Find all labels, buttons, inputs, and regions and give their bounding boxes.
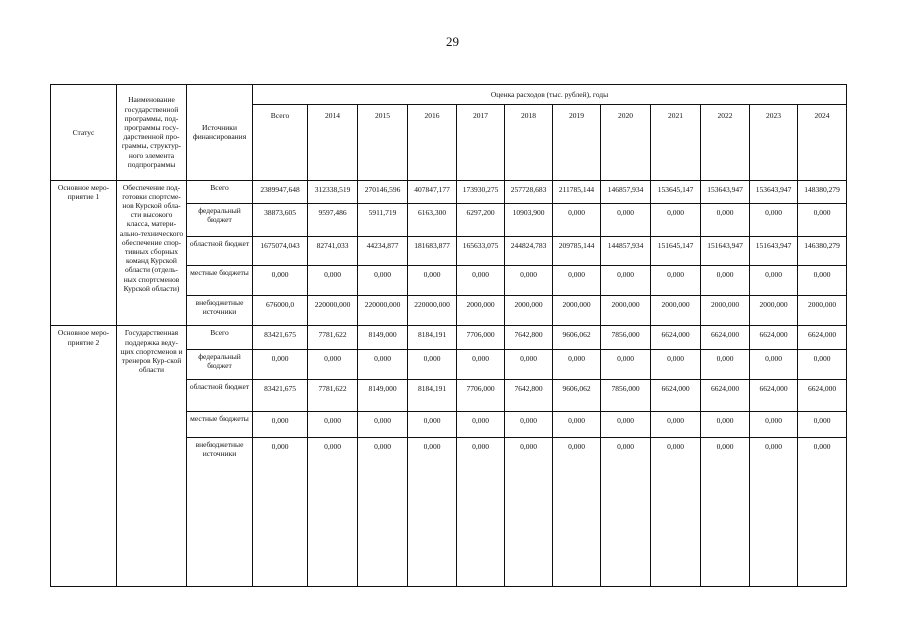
- value-cell: 0,000: [750, 438, 798, 587]
- table-row: [51, 326, 847, 349]
- value-cell: 0,000: [253, 411, 308, 437]
- value-cell: 407847,177: [408, 180, 457, 203]
- value-cell: 38873,605: [253, 203, 308, 236]
- value-cell: 148380,279: [798, 180, 847, 203]
- funding-source-cell: Всего: [187, 180, 253, 203]
- value-cell: 0,000: [798, 203, 847, 236]
- value-cell: 0,000: [798, 349, 847, 379]
- value-cell: 0,000: [750, 411, 798, 437]
- value-cell: 0,000: [750, 349, 798, 379]
- value-cell: 2000,000: [750, 296, 798, 326]
- value-cell: 0,000: [651, 349, 701, 379]
- funding-source-cell: местные бюджеты: [187, 266, 253, 296]
- value-cell: 270146,596: [358, 180, 408, 203]
- expenditure-table: [50, 84, 847, 587]
- funding-source-cell: областной бюджет: [187, 236, 253, 265]
- value-cell: 0,000: [253, 438, 308, 587]
- value-cell: 6624,000: [651, 379, 701, 411]
- value-cell: 181683,877: [408, 236, 457, 265]
- value-cell: 209785,144: [553, 236, 601, 265]
- status-cell: Основное меро-приятие 1: [51, 180, 117, 326]
- value-cell: 2000,000: [505, 296, 553, 326]
- value-cell: 44234,877: [358, 236, 408, 265]
- value-cell: 0,000: [601, 438, 651, 587]
- value-cell: 0,000: [651, 203, 701, 236]
- header-sources: Источники финансирования: [187, 85, 253, 181]
- value-cell: 0,000: [553, 349, 601, 379]
- value-cell: 83421,675: [253, 326, 308, 349]
- value-cell: 0,000: [308, 411, 358, 437]
- table-row: [51, 180, 847, 203]
- value-cell: 0,000: [408, 438, 457, 587]
- value-cell: 2000,000: [798, 296, 847, 326]
- value-cell: 676000,0: [253, 296, 308, 326]
- value-cell: 0,000: [358, 411, 408, 437]
- value-cell: 2000,000: [457, 296, 505, 326]
- value-cell: 6624,000: [651, 326, 701, 349]
- value-cell: 0,000: [701, 266, 750, 296]
- value-cell: 220000,000: [308, 296, 358, 326]
- value-cell: 0,000: [457, 266, 505, 296]
- program-name-cell: Государственная поддержка веду-щих спортсменов и тренеров Кур-ской области: [117, 326, 187, 587]
- value-cell: 0,000: [553, 203, 601, 236]
- funding-source-cell: областной бюджет: [187, 379, 253, 411]
- value-cell: 2000,000: [601, 296, 651, 326]
- value-cell: 146380,279: [798, 236, 847, 265]
- value-cell: 165633,075: [457, 236, 505, 265]
- value-cell: 0,000: [457, 411, 505, 437]
- value-cell: 0,000: [308, 266, 358, 296]
- value-cell: 0,000: [358, 438, 408, 587]
- value-cell: 0,000: [253, 266, 308, 296]
- value-cell: 2000,000: [553, 296, 601, 326]
- value-cell: 0,000: [408, 266, 457, 296]
- value-cell: 244824,783: [505, 236, 553, 265]
- value-cell: 2000,000: [701, 296, 750, 326]
- value-cell: 0,000: [750, 266, 798, 296]
- value-cell: 7781,622: [308, 326, 358, 349]
- value-cell: 312338,519: [308, 180, 358, 203]
- value-cell: 0,000: [408, 411, 457, 437]
- value-cell: 83421,675: [253, 379, 308, 411]
- value-cell: 146857,934: [601, 180, 651, 203]
- year-header: 2022: [701, 105, 750, 180]
- value-cell: 0,000: [601, 203, 651, 236]
- value-cell: 0,000: [358, 349, 408, 379]
- value-cell: 5911,719: [358, 203, 408, 236]
- program-name-cell: Обеспечение под-готовки спортсме-нов Курской обла-сти высокого класса, матери-ально-технического обеспечение спор-тивных сборных команд Курской области (отдель-ных спортсменов Курской области): [117, 180, 187, 326]
- value-cell: 7642,800: [505, 379, 553, 411]
- year-header: 2016: [408, 105, 457, 180]
- value-cell: 0,000: [505, 411, 553, 437]
- value-cell: 8149,000: [358, 379, 408, 411]
- value-cell: 211785,144: [553, 180, 601, 203]
- year-header: 2023: [750, 105, 798, 180]
- year-header: 2021: [651, 105, 701, 180]
- value-cell: 1675074,043: [253, 236, 308, 265]
- value-cell: 173930,275: [457, 180, 505, 203]
- value-cell: 151643,947: [701, 236, 750, 265]
- value-cell: 0,000: [553, 438, 601, 587]
- value-cell: 0,000: [601, 266, 651, 296]
- value-cell: 153645,147: [651, 180, 701, 203]
- value-cell: 7706,000: [457, 379, 505, 411]
- value-cell: 7781,622: [308, 379, 358, 411]
- value-cell: 6163,300: [408, 203, 457, 236]
- value-cell: 0,000: [798, 266, 847, 296]
- value-cell: 2389947,648: [253, 180, 308, 203]
- value-cell: 7706,000: [457, 326, 505, 349]
- value-cell: 8184,191: [408, 379, 457, 411]
- funding-source-cell: Всего: [187, 326, 253, 349]
- value-cell: 6624,000: [750, 326, 798, 349]
- value-cell: 0,000: [750, 203, 798, 236]
- value-cell: 0,000: [457, 349, 505, 379]
- value-cell: 9597,486: [308, 203, 358, 236]
- value-cell: 0,000: [358, 266, 408, 296]
- value-cell: 10903,900: [505, 203, 553, 236]
- value-cell: 0,000: [701, 438, 750, 587]
- value-cell: 0,000: [505, 266, 553, 296]
- value-cell: 220000,000: [408, 296, 457, 326]
- value-cell: 0,000: [651, 266, 701, 296]
- value-cell: 0,000: [553, 411, 601, 437]
- value-cell: 151645,147: [651, 236, 701, 265]
- header-status: Статус: [51, 85, 117, 181]
- value-cell: 8149,000: [358, 326, 408, 349]
- value-cell: 0,000: [505, 349, 553, 379]
- value-cell: 6624,000: [750, 379, 798, 411]
- value-cell: 0,000: [308, 438, 358, 587]
- year-header: 2017: [457, 105, 505, 180]
- value-cell: 6624,000: [701, 379, 750, 411]
- header-name: Наименование государственной программы, под-программы госу-дарственной про-граммы, структур-ного элемента подпрограммы: [117, 85, 187, 181]
- status-cell: Основное меро-приятие 2: [51, 326, 117, 587]
- value-cell: 144857,934: [601, 236, 651, 265]
- year-header: 2018: [505, 105, 553, 180]
- funding-source-cell: федеральный бюджет: [187, 349, 253, 379]
- value-cell: 7856,000: [601, 379, 651, 411]
- year-header: Всего: [253, 105, 308, 180]
- value-cell: 8184,191: [408, 326, 457, 349]
- year-header: 2015: [358, 105, 408, 180]
- funding-source-cell: местные бюджеты: [187, 411, 253, 437]
- value-cell: 0,000: [253, 349, 308, 379]
- year-header: 2024: [798, 105, 847, 180]
- value-cell: 0,000: [701, 203, 750, 236]
- value-cell: 9606,062: [553, 379, 601, 411]
- value-cell: 257728,683: [505, 180, 553, 203]
- value-cell: 153643,947: [701, 180, 750, 203]
- value-cell: 7642,800: [505, 326, 553, 349]
- funding-source-cell: внебюджетные источники: [187, 438, 253, 587]
- value-cell: 0,000: [457, 438, 505, 587]
- page-number: 29: [446, 34, 459, 49]
- value-cell: 2000,000: [651, 296, 701, 326]
- value-cell: 0,000: [798, 438, 847, 587]
- value-cell: 153643,947: [750, 180, 798, 203]
- value-cell: 0,000: [308, 349, 358, 379]
- year-header: 2019: [553, 105, 601, 180]
- funding-source-cell: внебюджетные источники: [187, 296, 253, 326]
- year-header: 2014: [308, 105, 358, 180]
- value-cell: 6624,000: [798, 326, 847, 349]
- value-cell: 0,000: [601, 349, 651, 379]
- value-cell: 0,000: [601, 411, 651, 437]
- header-estimate: Оценка расходов (тыс. рублей), годы: [253, 85, 847, 105]
- value-cell: 0,000: [651, 411, 701, 437]
- value-cell: 82741,033: [308, 236, 358, 265]
- value-cell: 220000,000: [358, 296, 408, 326]
- value-cell: 6624,000: [701, 326, 750, 349]
- value-cell: 6297,200: [457, 203, 505, 236]
- value-cell: 0,000: [505, 438, 553, 587]
- value-cell: 0,000: [408, 349, 457, 379]
- value-cell: 151643,947: [750, 236, 798, 265]
- value-cell: 9606,062: [553, 326, 601, 349]
- value-cell: 0,000: [553, 266, 601, 296]
- value-cell: 0,000: [701, 349, 750, 379]
- funding-source-cell: федеральный бюджет: [187, 203, 253, 236]
- value-cell: 0,000: [798, 411, 847, 437]
- value-cell: 0,000: [701, 411, 750, 437]
- value-cell: 0,000: [651, 438, 701, 587]
- value-cell: 6624,000: [798, 379, 847, 411]
- year-header: 2020: [601, 105, 651, 180]
- value-cell: 7856,000: [601, 326, 651, 349]
